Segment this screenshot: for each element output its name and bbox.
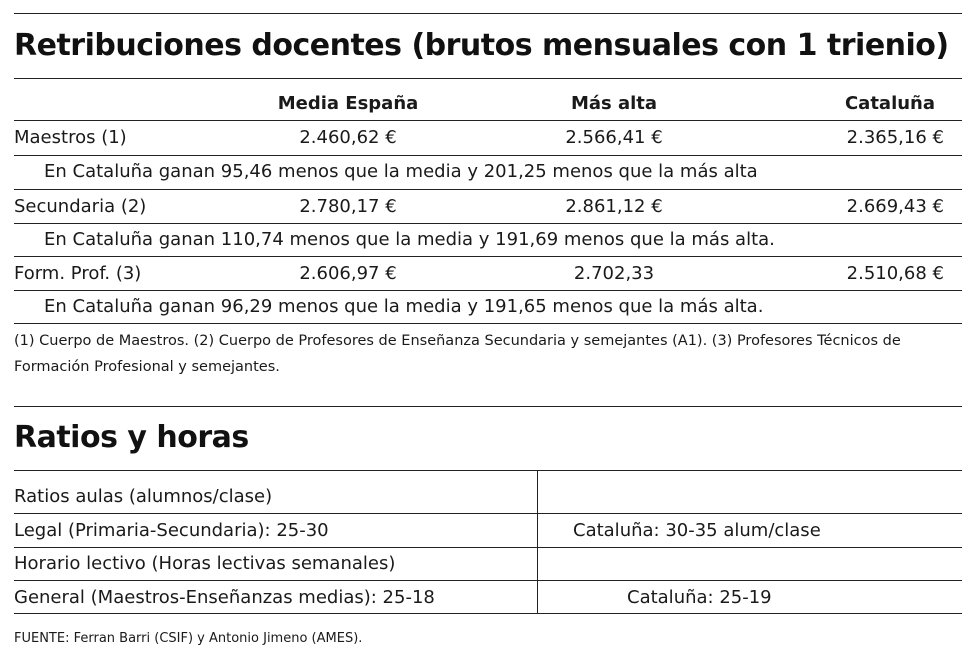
row-note-secundaria: En Cataluña ganan 110,74 menos que la media y 191,69 menos que la más alta. (44, 229, 775, 250)
value-media-espana: 2.780,17 € (299, 196, 397, 217)
row-divider (14, 223, 962, 224)
row-note-maestros: En Cataluña ganan 95,46 menos que la media y 201,25 menos que la más alta (44, 161, 758, 182)
value-mas-alta: 2.861,12 € (565, 196, 663, 217)
ratios-top-rule (14, 470, 962, 471)
row-divider (14, 513, 962, 514)
header-media-espana: Media España (277, 93, 419, 114)
horario-row-label: Horario lectivo (Horas lectivas semanales) (14, 553, 396, 574)
value-cataluna: 2.669,43 € (846, 196, 944, 217)
row-divider (14, 290, 962, 291)
value-mas-alta: 2.566,41 € (565, 127, 663, 148)
top-rule (14, 13, 962, 14)
row-divider (14, 547, 962, 548)
horario-general-cataluna: Cataluña: 25-19 (627, 587, 772, 608)
ratios-legal-cataluna: Cataluña: 30-35 alum/clase (573, 520, 821, 541)
value-media-espana: 2.606,97 € (299, 263, 397, 284)
ratios-legal-label: Legal (Primaria-Secundaria): 25-30 (14, 520, 329, 541)
horario-general-label: General (Maestros-Enseñanzas medias): 25-18 (14, 587, 435, 608)
table-row-form-prof (14, 257, 962, 290)
section-rule (14, 406, 962, 407)
source-credit: FUENTE: Ferran Barri (CSIF) y Antonio Jimeno (AMES). (14, 631, 363, 646)
table-row-maestros (14, 121, 962, 154)
retribuciones-title: Retribuciones docentes (brutos mensuales con 1 trienio) (14, 28, 949, 63)
ratios-row-label: Ratios aulas (alumnos/clase) (14, 486, 273, 507)
header-mas-alta: Más alta (570, 93, 658, 114)
footnote: (1) Cuerpo de Maestros. (2) Cuerpo de Profesores de Enseñanza Secundaria y semejantes (A1). (3) Profesores Técnicos de Formación Profesional y semejantes. (14, 333, 901, 375)
row-divider (14, 580, 962, 581)
row-divider (14, 155, 962, 156)
row-note-form-prof: En Cataluña ganan 96,29 menos que la media y 191,65 menos que la más alta. (44, 296, 764, 317)
value-media-espana: 2.460,62 € (299, 127, 397, 148)
value-cataluna: 2.365,16 € (846, 127, 944, 148)
row-label: Secundaria (2) (14, 196, 147, 217)
table-row-secundaria (14, 190, 962, 223)
title-rule (14, 78, 962, 79)
value-mas-alta: 2.702,33 (573, 263, 655, 284)
column-divider (537, 470, 538, 613)
ratios-bottom-rule (14, 613, 962, 614)
value-cataluna: 2.510,68 € (846, 263, 944, 284)
row-label: Form. Prof. (3) (14, 263, 142, 284)
table-bottom-rule (14, 323, 962, 324)
row-label: Maestros (1) (14, 127, 127, 148)
header-cataluna: Cataluña (844, 93, 936, 114)
ratios-title: Ratios y horas (14, 420, 249, 455)
